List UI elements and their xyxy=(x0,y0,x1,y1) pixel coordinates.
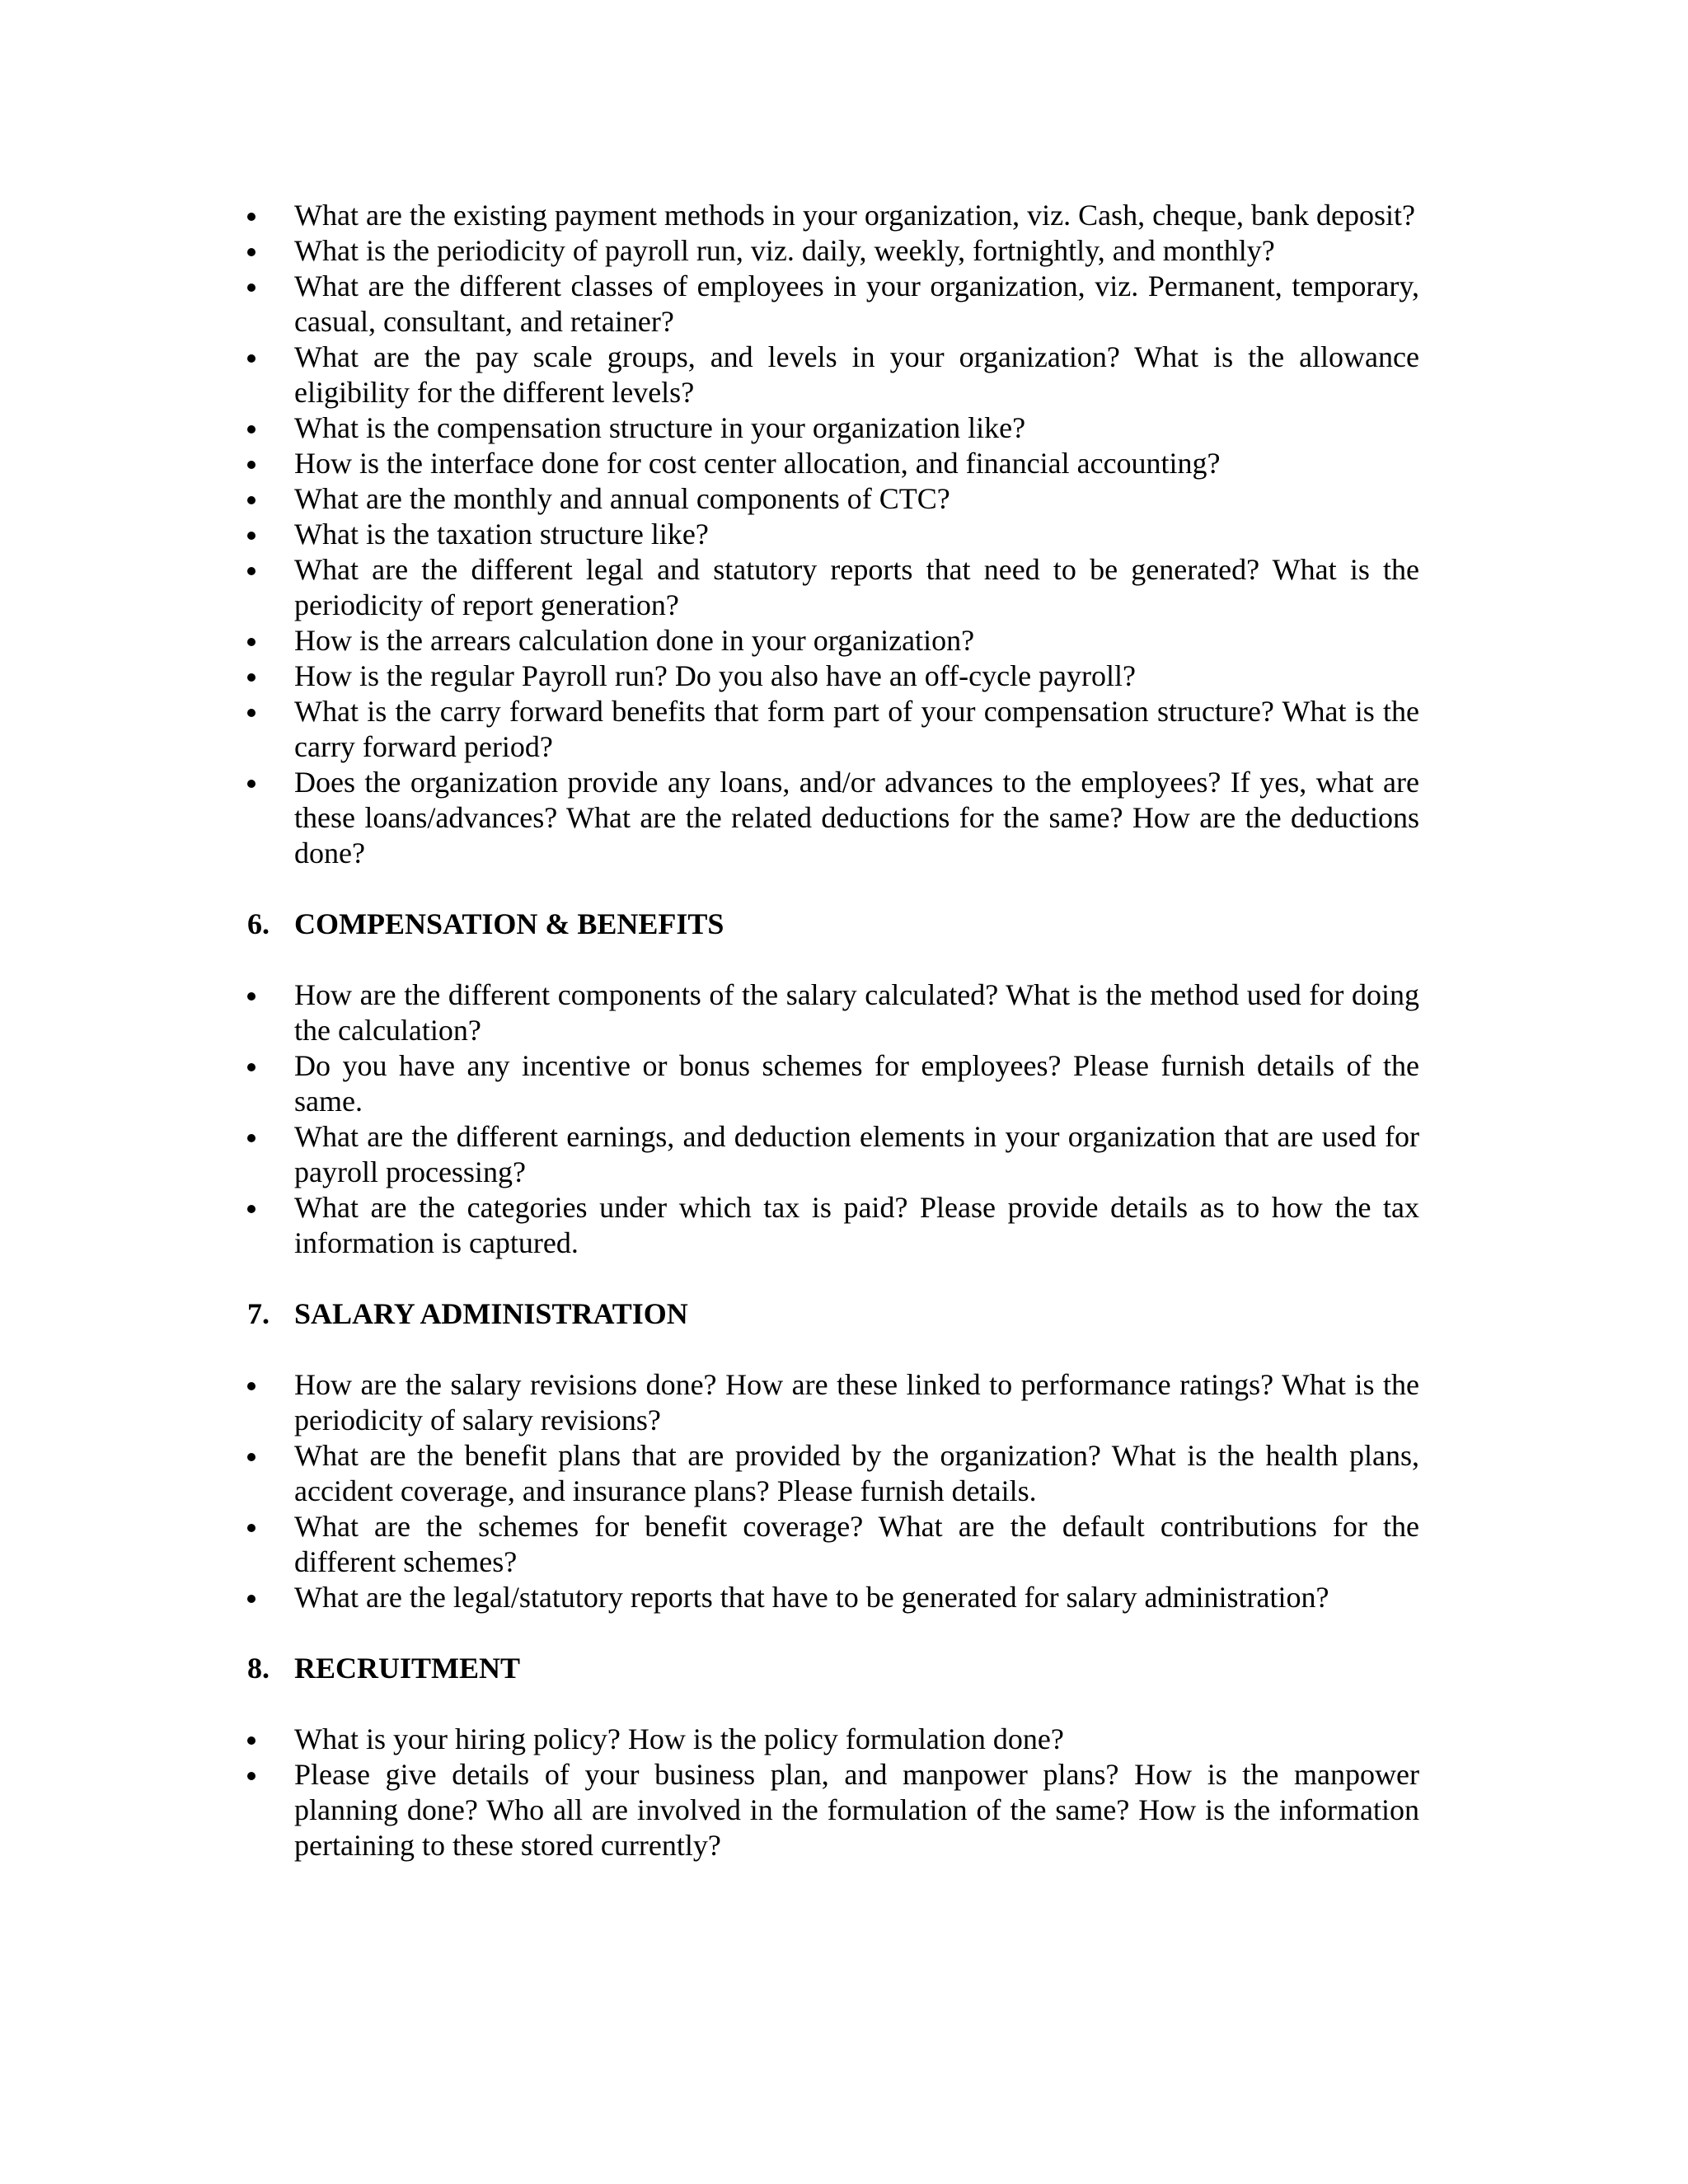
bullet-icon xyxy=(247,1190,264,1226)
bullet-icon xyxy=(247,1119,264,1155)
list-item xyxy=(247,977,1419,1048)
bullet-icon xyxy=(247,340,264,375)
bullet-icon xyxy=(247,446,264,481)
list-item-text: How is the arrears calculation done in your organization? xyxy=(294,624,975,657)
recruitment-bullet-list xyxy=(247,1722,1419,1863)
list-item-text: What are the different earnings, and deduction elements in your organization that are used for payroll processing? xyxy=(294,1120,1419,1188)
list-item-text: Please give details of your business plan, and manpower plans? How is the manpower planning done? Who all are involved in the formulation of the same? How is the information pertaining to these stored currently? xyxy=(294,1758,1419,1862)
bullet-icon xyxy=(247,517,264,552)
list-item-text: Do you have any incentive or bonus schemes for employees? Please furnish details of the same. xyxy=(294,1049,1419,1118)
section-title: COMPENSATION & BENEFITS xyxy=(294,907,724,940)
list-item xyxy=(247,1757,1419,1863)
bullet-icon xyxy=(247,1722,264,1757)
salary-administration-bullet-list xyxy=(247,1367,1419,1615)
list-item xyxy=(247,1367,1419,1438)
bullet-icon xyxy=(247,1580,264,1615)
section-number: 8. xyxy=(247,1652,270,1685)
bullet-icon xyxy=(247,623,264,658)
list-item-text: How is the regular Payroll run? Do you also have an off-cycle payroll? xyxy=(294,659,1137,692)
list-item xyxy=(247,269,1419,340)
section-heading-salary-administration xyxy=(247,1296,1419,1332)
list-item xyxy=(247,1580,1419,1615)
list-item-text: What are the different classes of employees in your organization, viz. Permanent, temporary, casual, consultant, and retainer? xyxy=(294,269,1419,338)
list-item xyxy=(247,340,1419,410)
list-item-text: What are the existing payment methods in your organization, viz. Cash, cheque, bank deposit? xyxy=(294,199,1415,232)
bullet-icon xyxy=(247,977,264,1013)
list-item xyxy=(247,1048,1419,1119)
list-item-text: What is the taxation structure like? xyxy=(294,518,709,551)
list-item-text: What are the different legal and statutory reports that need to be generated? What is the periodicity of report generation? xyxy=(294,553,1419,621)
list-item-text: How is the interface done for cost center allocation, and financial accounting? xyxy=(294,447,1221,480)
list-item-text: Does the organization provide any loans, and/or advances to the employees? If yes, what are these loans/advances? What are the related deductions for the same? How are the deductions done? xyxy=(294,766,1419,869)
list-item xyxy=(247,481,1419,517)
section-number: 7. xyxy=(247,1297,270,1330)
list-item xyxy=(247,1119,1419,1190)
list-item xyxy=(247,198,1419,233)
compensation-bullet-list xyxy=(247,977,1419,1261)
section-number: 6. xyxy=(247,907,270,940)
section-heading-compensation xyxy=(247,907,1419,942)
list-item xyxy=(247,658,1419,694)
list-item xyxy=(247,694,1419,765)
bullet-icon xyxy=(247,694,264,729)
list-item-text: How are the different components of the salary calculated? What is the method used for doing the calculation? xyxy=(294,978,1419,1047)
bullet-icon xyxy=(247,765,264,800)
list-item xyxy=(247,1190,1419,1261)
list-item xyxy=(247,1722,1419,1757)
bullet-icon xyxy=(247,269,264,304)
list-item-text: What are the monthly and annual components of CTC? xyxy=(294,482,950,515)
list-item-text: What is your hiring policy? How is the policy formulation done? xyxy=(294,1722,1064,1755)
list-item-text: What are the pay scale groups, and levels in your organization? What is the allowance eligibility for the different levels? xyxy=(294,340,1419,409)
section-title: RECRUITMENT xyxy=(294,1652,521,1685)
list-item xyxy=(247,1509,1419,1580)
section-title: SALARY ADMINISTRATION xyxy=(294,1297,688,1330)
list-item-text: What are the benefit plans that are provided by the organization? What is the health plans, accident coverage, and insurance plans? Please furnish details. xyxy=(294,1439,1419,1507)
bullet-icon xyxy=(247,1048,264,1084)
bullet-icon xyxy=(247,233,264,269)
list-item-text: What is the compensation structure in your organization like? xyxy=(294,411,1026,444)
list-item xyxy=(247,1438,1419,1509)
list-item-text: What are the categories under which tax is paid? Please provide details as to how the tax information is captured. xyxy=(294,1191,1419,1259)
list-item xyxy=(247,552,1419,623)
list-item xyxy=(247,446,1419,481)
list-item-text: What is the carry forward benefits that form part of your compensation structure? What is the carry forward period? xyxy=(294,695,1419,763)
bullet-icon xyxy=(247,481,264,517)
list-item-text: How are the salary revisions done? How are these linked to performance ratings? What is the periodicity of salary revisions? xyxy=(294,1368,1419,1436)
bullet-icon xyxy=(247,1757,264,1793)
list-item xyxy=(247,233,1419,269)
list-item xyxy=(247,765,1419,871)
list-item-text: What is the periodicity of payroll run, viz. daily, weekly, fortnightly, and monthly? xyxy=(294,234,1275,267)
document-content xyxy=(247,198,1419,1863)
bullet-icon xyxy=(247,552,264,588)
bullet-icon xyxy=(247,658,264,694)
bullet-icon xyxy=(247,198,264,233)
list-item xyxy=(247,410,1419,446)
intro-bullet-list xyxy=(247,198,1419,871)
list-item xyxy=(247,623,1419,658)
bullet-icon xyxy=(247,1367,264,1403)
bullet-icon xyxy=(247,1509,264,1544)
bullet-icon xyxy=(247,410,264,446)
bullet-icon xyxy=(247,1438,264,1474)
list-item xyxy=(247,517,1419,552)
list-item-text: What are the legal/statutory reports that have to be generated for salary administration? xyxy=(294,1581,1329,1614)
list-item-text: What are the schemes for benefit coverage? What are the default contributions for the different schemes? xyxy=(294,1510,1419,1578)
section-heading-recruitment xyxy=(247,1651,1419,1686)
